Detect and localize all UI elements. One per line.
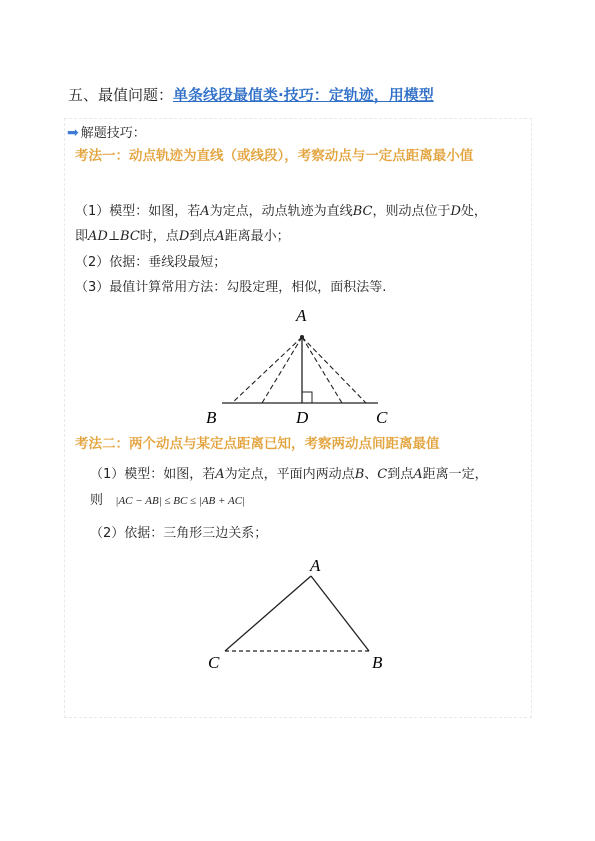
method1-title: 考法一：动点轨迹为直线（或线段），考察动点与一定点距离最小值 (75, 148, 474, 164)
dashed-right-inner (302, 337, 342, 403)
label-c: C (208, 653, 220, 672)
dashed-left-inner (262, 337, 302, 403)
perp-condition: AD⊥BC (88, 229, 140, 244)
method2-item2: （2）依据：三角形三边关系； (90, 526, 268, 541)
var-d: D (178, 229, 190, 244)
method2-item1 (90, 466, 488, 484)
then-word: 则 (90, 493, 104, 508)
text-span: ，则动点位于 (372, 204, 451, 219)
heading-link[interactable]: 单条线段最值类·技巧：定轨迹，用模型 (173, 86, 434, 104)
method2-title: 考法二：两个动点与某定点距离已知，考察两动点间距离最值 (75, 436, 440, 452)
var-a: A (215, 467, 225, 482)
method1-item3: （3）最值计算常用方法：勾股定理，相似，面积法等. (75, 280, 387, 295)
var-d: D (450, 204, 461, 219)
tips-label-text: 解题技巧： (80, 126, 146, 141)
text-span: 、 (364, 467, 378, 482)
var-a: A (200, 204, 210, 219)
point-a (300, 335, 304, 339)
figure1-perpendicular (206, 306, 388, 427)
text-span: 为定点，平面内两动点 (224, 467, 355, 482)
segment-ab (311, 576, 369, 651)
var-a: A (413, 467, 423, 482)
inequality-formula: |AC − AB| ≤ BC ≤ |AB + AC| (115, 495, 246, 507)
text-span: 距离一定， (422, 467, 488, 482)
text-span: 距离最小； (224, 229, 290, 244)
text-span: 为定点，动点轨迹为直线 (209, 204, 353, 219)
text-span: 时，点 (139, 229, 179, 244)
text-span: 到点 (189, 229, 216, 244)
text-span: 处， (460, 204, 487, 219)
var-bc: BC (352, 204, 373, 219)
label-b: B (372, 653, 383, 672)
text-span: （1）模型：如图，若 (75, 204, 201, 219)
label-a: A (296, 306, 307, 325)
text-span: 到点 (387, 467, 414, 482)
figure2-triangle (208, 556, 383, 672)
dashed-left-outer (232, 337, 302, 403)
label-a: A (310, 556, 321, 575)
label-b: B (206, 408, 217, 427)
arrow-right-icon: ➡ (67, 125, 79, 141)
var-a: A (215, 229, 225, 244)
text-span: 即 (75, 229, 89, 244)
var-c: C (377, 467, 388, 482)
var-b: B (354, 467, 365, 482)
method2-formula-line (90, 492, 245, 510)
method1-item2: （2）依据：垂线段最短； (75, 255, 227, 270)
segment-ca (225, 576, 311, 651)
label-c: C (376, 408, 388, 427)
right-angle-mark (302, 392, 312, 403)
label-d: D (296, 408, 309, 427)
text-span: （1）模型：如图，若 (90, 467, 216, 482)
heading-prefix: 五、最值问题： (68, 86, 174, 104)
